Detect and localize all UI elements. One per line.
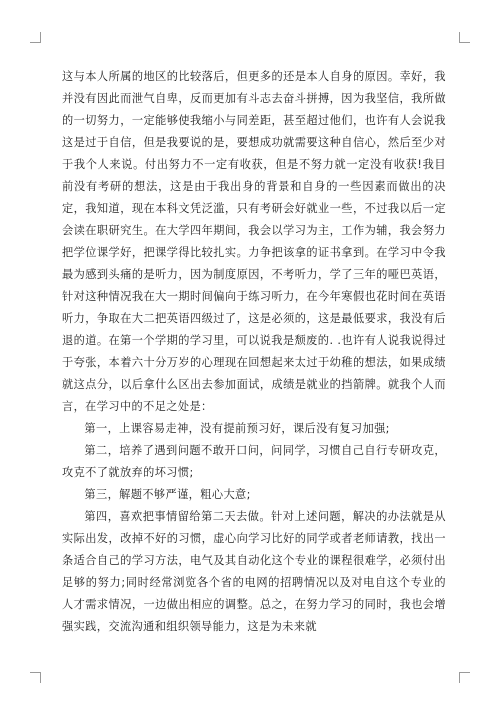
crop-mark-bottom-right: [459, 672, 470, 683]
crop-mark-bottom-left: [30, 672, 41, 683]
paragraph-point-1: 第一，上课容易走神，没有提前预习好，课后没有复习加强;: [84, 422, 390, 435]
crop-mark-top-right: [459, 32, 470, 43]
document-body: [62, 66, 446, 638]
paragraph-point-3: 第三，解题不够严谨，粗心大意;: [84, 488, 251, 501]
paragraph-point-2: 第二，培养了遇到问题不敢开口问，问同学，习惯自己自行专研攻克，攻克不了就放弃的坏习惯;: [62, 444, 446, 479]
crop-mark-top-left: [30, 32, 41, 43]
paragraph-intro: 这与本人所属的地区的比较落后，但更多的还是本人自身的原因。幸好，我并没有因此而泄气自卑，反而更加有斗志去奋斗拼搏，因为我坚信，我所做的一切努力，一定能够使我缩小与同差距，甚至超过他们，也许有人会说我这是过于自信，但是我要说的是，要想成功就需要这种自信心，然后至少对于我个人来说。付出努力不一定有收获，但是不努力就一定没有收获!我目前没有考研的想法，这是由于我出身的背景和自身的一些因素而做出的决定，我知道，现在本科文凭泛滥，只有考研会好就业一些，不过我以后一定会读在职研究生。在大学四年期间，我会以学习为主，工作为辅，我会努力把学位课学好，把课学得比较扎实。力争把该拿的证书拿到。在学习中令我最为感到头痛的是听力，因为制度原因，不考听力，学了三年的哑巴英语，针对这种情况我在大一期时间偏向于练习听力，在今年寒假也花时间在英语听力，争取在大二把英语四级过了，这是必须的，这是最低要求，我没有后退的道。在第一个学期的学习里，可以说我是颓废的. .也许有人说我说得过于夸张，本着六十分万岁的心理现在回想起来太过于幼稚的想法，如果成绩就这点分，以后拿什么区出去参加面试，成绩是就业的挡箭牌。就我个人而言，在学习中的不足之处是：: [62, 70, 446, 413]
paragraph-point-4: 第四，喜欢把事情留给第二天去做。针对上述问题，解决的办法就是从实际出发，改掉不好的习惯，虚心向学习比好的同学或者老师请教，找出一条适合自己的学习方法，电气及其自动化这个专业的课程很难学，必须付出足够的努力;同时经常浏览各个省的电网的招聘情况以及对电自这个专业的人才需求情况，一边做出相应的调整。总之，在努力学习的同时，我也会增强实践，交流沟通和组织领导能力，这是为未来就: [62, 510, 446, 633]
